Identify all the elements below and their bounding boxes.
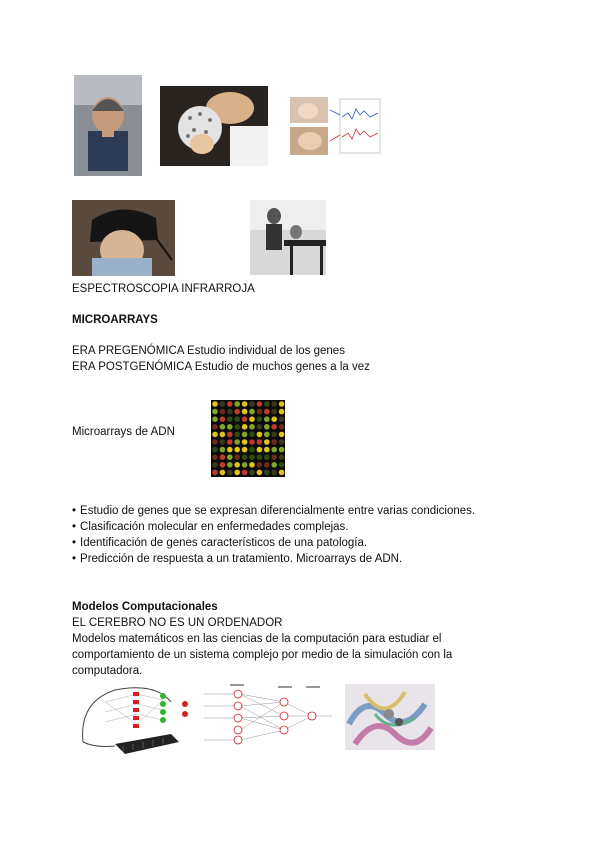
microarray-spot	[234, 424, 240, 430]
microarray-spot	[264, 401, 270, 407]
microarray-spot	[264, 462, 270, 468]
microarray-spot	[234, 439, 240, 445]
microarray-spot	[264, 409, 270, 415]
microarray-spot	[279, 439, 285, 445]
microarray-spot	[220, 462, 226, 468]
microarray-spot	[234, 470, 240, 476]
microarray-spot	[220, 432, 226, 438]
photo-child-eeg-cap	[74, 75, 142, 176]
microarray-uses-list	[72, 503, 475, 567]
microarray-spot	[212, 439, 218, 445]
microarray-spot	[257, 432, 263, 438]
illustration-layered-network-diagram	[200, 684, 340, 746]
microarray-spot	[212, 470, 218, 476]
microarray-spot	[220, 439, 226, 445]
microarray-spot	[234, 432, 240, 438]
microarray-spot	[279, 447, 285, 453]
microarray-spot	[279, 401, 285, 407]
microarray-spot	[279, 470, 285, 476]
microarray-spot	[249, 416, 255, 422]
photo-baby-electrode-net	[160, 86, 268, 166]
microarray-spot	[271, 439, 277, 445]
microarray-spot	[264, 424, 270, 430]
label-microarrays-adn: Microarrays de ADN	[72, 426, 175, 438]
microarray-spot	[257, 447, 263, 453]
microarray-spot	[227, 424, 233, 430]
microarray-spot	[264, 432, 270, 438]
microarray-spot	[227, 454, 233, 460]
microarray-spot	[271, 454, 277, 460]
microarray-spot	[271, 432, 277, 438]
microarray-spot	[242, 424, 248, 430]
microarray-spot	[212, 401, 218, 407]
microarray-spot	[227, 470, 233, 476]
microarray-spot	[257, 401, 263, 407]
photo-child-at-table-bw	[250, 200, 326, 275]
illustration-brain-neural-network-chip	[75, 682, 195, 754]
microarray-spot	[249, 424, 255, 430]
microarray-spot	[212, 462, 218, 468]
microarray-spot	[279, 424, 285, 430]
list-item: • Clasificación molecular en enfermedades complejas.	[72, 519, 475, 535]
image-dna-microarray	[211, 400, 285, 477]
microarray-spot	[234, 416, 240, 422]
image-protein-structure	[345, 684, 435, 750]
microarray-spot	[249, 401, 255, 407]
microarray-spot	[249, 409, 255, 415]
microarray-spot	[279, 432, 285, 438]
microarray-spot	[257, 454, 263, 460]
list-item: • Predicción de respuesta a un tratamiento. Microarrays de ADN.	[72, 551, 475, 567]
microarray-spot	[271, 462, 277, 468]
microarray-spot	[242, 454, 248, 460]
microarray-spot	[234, 409, 240, 415]
photo-child-nirs-headset	[72, 200, 175, 276]
photo-infant-recording-graph	[290, 95, 382, 157]
paragraph-modelos: Modelos matemáticos en las ciencias de la computación para estudiar el comportamiento de un sistema complejo por medio de la simulación con la computadora.	[72, 633, 453, 677]
microarray-spot	[242, 416, 248, 422]
microarray-spot	[264, 416, 270, 422]
microarray-spot	[257, 424, 263, 430]
microarray-spot	[220, 447, 226, 453]
microarray-spot	[220, 416, 226, 422]
microarray-spot	[271, 416, 277, 422]
microarray-spot	[249, 454, 255, 460]
microarray-spot	[249, 462, 255, 468]
microarray-spot	[257, 470, 263, 476]
microarray-spot	[271, 470, 277, 476]
microarray-spot	[279, 462, 285, 468]
microarray-spot	[264, 439, 270, 445]
subheading-cerebro: EL CEREBRO NO ES UN ORDENADOR	[72, 617, 283, 629]
text-era-postgenomica: ERA POSTGENÓMICA Estudio de muchos genes a la vez	[72, 361, 370, 373]
heading-modelos-computacionales: Modelos Computacionales	[72, 601, 218, 613]
microarray-spot	[257, 416, 263, 422]
list-item: • Estudio de genes que se expresan diferencialmente entre varias condiciones.	[72, 503, 475, 519]
microarray-spot	[271, 447, 277, 453]
microarray-spot	[227, 439, 233, 445]
microarray-spot	[242, 462, 248, 468]
microarray-spot	[227, 432, 233, 438]
microarray-spot	[242, 401, 248, 407]
microarray-spot	[242, 432, 248, 438]
microarray-spot	[271, 409, 277, 415]
microarray-spot	[234, 401, 240, 407]
microarray-spot	[249, 432, 255, 438]
microarray-spot	[227, 401, 233, 407]
microarray-spot	[249, 439, 255, 445]
heading-microarrays: MICROARRAYS	[72, 314, 158, 326]
microarray-spot	[212, 447, 218, 453]
text-era-pregenomica: ERA PREGENÓMICA Estudio individual de los genes	[72, 345, 345, 357]
microarray-spot	[227, 462, 233, 468]
microarray-spot	[227, 447, 233, 453]
microarray-spot	[212, 432, 218, 438]
microarray-spot	[242, 447, 248, 453]
microarray-spot	[249, 447, 255, 453]
microarray-spot	[257, 462, 263, 468]
microarray-spot	[279, 409, 285, 415]
section-label-espectroscopia: ESPECTROSCOPIA INFRARROJA	[72, 283, 255, 295]
microarray-spot	[227, 409, 233, 415]
microarray-spot	[212, 424, 218, 430]
microarray-spot	[271, 401, 277, 407]
microarray-spot	[220, 470, 226, 476]
microarray-spot	[271, 424, 277, 430]
microarray-spot	[264, 454, 270, 460]
microarray-spot	[257, 439, 263, 445]
microarray-spot	[264, 447, 270, 453]
microarray-spot	[234, 454, 240, 460]
microarray-spot	[212, 416, 218, 422]
microarray-spot	[212, 409, 218, 415]
microarray-spot	[220, 401, 226, 407]
microarray-spot	[279, 416, 285, 422]
microarray-spot	[264, 470, 270, 476]
microarray-spot	[234, 447, 240, 453]
list-item: • Identificación de genes característicos de una patología.	[72, 535, 475, 551]
microarray-spot	[242, 439, 248, 445]
microarray-spot	[257, 409, 263, 415]
microarray-spot	[220, 424, 226, 430]
microarray-spot	[249, 470, 255, 476]
microarray-spot	[212, 454, 218, 460]
microarray-spot	[242, 470, 248, 476]
microarray-spot	[220, 454, 226, 460]
microarray-spot	[242, 409, 248, 415]
microarray-spot	[279, 454, 285, 460]
microarray-spot	[227, 416, 233, 422]
microarray-spot	[234, 462, 240, 468]
microarray-spot	[220, 409, 226, 415]
